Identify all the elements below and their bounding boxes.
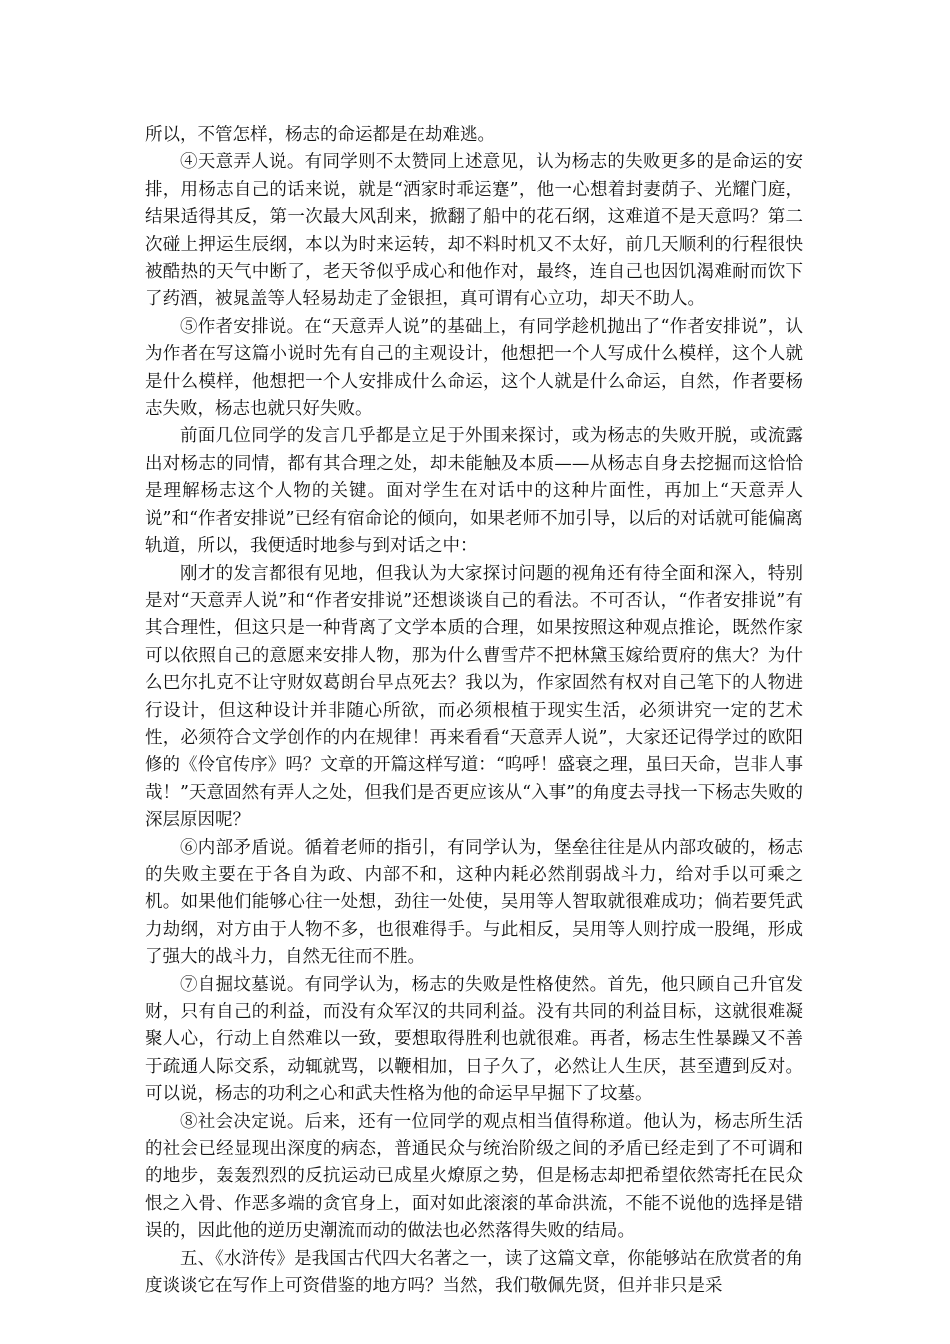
paragraph-6: ⑥内部矛盾说。循着老师的指引，有同学认为，堡垒往往是从内部攻破的，杨志的失败主要在于各自为政、内部不和，这种内耗必然削弱战斗力，给对手以可乘之机。如果他们能够心往一处想，劲往一处使，吴用等人智取就很难成功；倘若要凭武力劫纲，对方由于人物不多，也很难得手。与此相反，吴用等人则拧成一股绳，形成了强大的战斗力，自然无往而不胜。	[145, 837, 803, 968]
paragraph-1: 所以，不管怎样，杨志的命运都是在劫难逃。	[145, 125, 495, 145]
paragraph-2: ④天意弄人说。有同学则不太赞同上述意见，认为杨志的失败更多的是命运的安排，用杨志自己的话来说，就是“洒家时乖运蹇”，他一心想着封妻荫子、光耀门庭，结果适得其反，第一次最大风刮来，掀翻了船中的花石纲，这难道不是天意吗？第二次碰上押运生辰纲，本以为时来运转，却不料时机又不太好，前几天顺利的行程很快被酷热的天气中断了，老天爷似乎成心和他作对，最终，连自己也因饥渴难耐而饮下了药酒，被晁盖等人轻易劫走了金银担，真可谓有心立功，却天不助人。	[145, 152, 803, 310]
paragraph-8: ⑧社会决定说。后来，还有一位同学的观点相当值得称道。他认为，杨志所生活的社会已经显现出深度的病态，普通民众与统治阶级之间的矛盾已经走到了不可调和的地步，轰轰烈烈的反抗运动已成星火燎原之势，但是杨志却把希望依然寄托在民众恨之入骨、作恶多端的贪官身上，面对如此滚滚的革命洪流，不能不说他的选择是错误的，因此他的逆历史潮流而动的做法也必然落得失败的结局。	[145, 1111, 803, 1242]
paragraph-7: ⑦自掘坟墓说。有同学认为，杨志的失败是性格使然。首先，他只顾自己升官发财，只有自己的利益，而没有众军汉的共同利益。没有共同的利益目标，这就很难凝聚人心，行动上自然难以一致，要想取得胜利也就很难。再者，杨志生性暴躁又不善于疏通人际交系，动辄就骂，以鞭相加，日子久了，必然让人生厌，甚至遭到反对。可以说，杨志的功利之心和武夫性格为他的命运早早掘下了坟墓。	[145, 974, 803, 1105]
paragraph-4: 前面几位同学的发言几乎都是立足于外围来探讨，或为杨志的失败开脱，或流露出对杨志的同情，都有其合理之处，却未能触及本质——从杨志自身去挖掘而这恰恰是理解杨志这个人物的关键。面对学生在对话中的这种片面性，再加上“天意弄人说”和“作者安排说”已经有宿命论的倾向，如果老师不加引导，以后的对话就可能偏离轨道，所以，我便适时地参与到对话之中：	[145, 426, 803, 557]
paragraph-5: 刚才的发言都很有见地，但我认为大家探讨问题的视角还有待全面和深入，特别是对“天意弄人说”和“作者安排说”还想谈谈自己的看法。不可否认，“作者安排说”有其合理性，但这只是一种背离了文学本质的合理，如果按照这种观点推论，既然作家可以依照自己的意愿来安排人物，那为什么曹雪芹不把林黛玉嫁给贾府的焦大？为什么巴尔扎克不让守财奴葛朗台早点死去？我以为，作家固然有权对自己笔下的人物进行设计，但这种设计并非随心所欲，而必须根植于现实生活，必须讲究一定的艺术性，必须符合文学创作的内在规律！再来看看“天意弄人说”，大家还记得学过的欧阳修的《伶官传序》吗？文章的开篇这样写道：“呜呼！盛衰之理，虽曰天命，岂非人事哉！”天意固然有弄人之处，但我们是否更应该从“入事”的角度去寻找一下杨志失败的深层原因呢？	[145, 563, 803, 831]
document-body	[145, 122, 803, 1300]
paragraph-3: ⑤作者安排说。在“天意弄人说”的基础上，有同学趁机抛出了“作者安排说”，认为作者在写这篇小说时先有自己的主观设计，他想把一个人写成什么模样，这个人就是什么模样，他想把一个人安排成什么命运，这个人就是什么命运，自然，作者要杨志失败，杨志也就只好失败。	[145, 316, 803, 420]
paragraph-9: 五、《水浒传》是我国古代四大名著之一，读了这篇文章，你能够站在欣赏者的角度谈谈它在写作上可资借鉴的地方吗？当然，我们敬佩先贤，但并非只是采	[145, 1248, 803, 1297]
